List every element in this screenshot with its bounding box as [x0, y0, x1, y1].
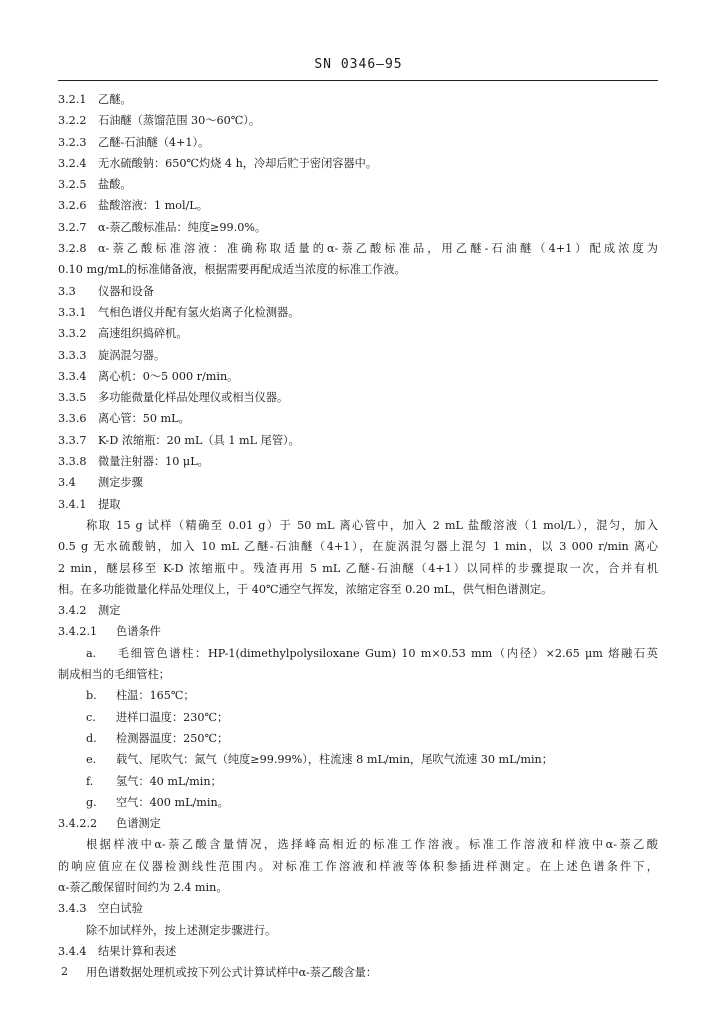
item-text: 乙醚-石油醚（4+1）。: [98, 135, 210, 149]
item-3-3-2: [58, 323, 658, 344]
para-3-4-2-2-line-3: α-萘乙酸保留时间约为 2.4 min。: [58, 880, 228, 894]
condition-text: 柱温：165℃；: [116, 689, 195, 703]
item-number: 3.3.1: [58, 305, 87, 319]
item-3-2-5: [58, 174, 658, 195]
section-title: 测定: [98, 604, 121, 618]
item-text: 高速组织捣碎机。: [98, 327, 188, 341]
condition-b: [58, 685, 658, 706]
condition-d: [58, 728, 658, 749]
item-text: 盐酸。: [98, 178, 132, 192]
para-3-4-2-2-line-1: 根据样液中α-萘乙酸含量情况，选择峰高相近的标准工作溶液。标准工作溶液和样液中α-萘乙酸: [86, 838, 658, 852]
item-text: 气相色谱仪并配有氢火焰离子化检测器。: [98, 305, 300, 319]
item-number: 3.3.4: [58, 369, 87, 383]
section-3-4-heading: [58, 472, 658, 493]
item-text: 旋涡混匀器。: [98, 348, 166, 362]
item-number: 3.3.7: [58, 433, 87, 447]
condition-text: 空气：400 mL/min。: [116, 795, 229, 809]
condition-label: d.: [86, 731, 97, 745]
item-text: 多功能微量化样品处理仪或相当仪器。: [98, 391, 289, 405]
condition-label: f.: [86, 774, 94, 788]
page-number: 2: [61, 965, 68, 978]
condition-c: [58, 707, 658, 728]
section-title: 结果计算和表述: [98, 944, 177, 958]
condition-a-line-1: [58, 643, 658, 664]
standard-code-header: SN 0346—95: [314, 57, 403, 72]
item-number: 3.2.3: [58, 135, 87, 149]
item-number: 3.3.2: [58, 327, 87, 341]
item-3-2-3: [58, 132, 658, 153]
item-3-3-7: [58, 430, 658, 451]
section-3-4-2-1-heading: [58, 621, 658, 642]
section-3-3-heading: [58, 281, 658, 302]
section-number: 3.4.2.2: [58, 817, 98, 831]
item-number: 3.2.5: [58, 178, 87, 192]
para-3-4-1-line-2: 0.5 g 无水硫酸钠，加入 10 mL 乙醚-石油醚（4+1），在旋涡混匀器上混匀 1 min，以 3 000 r/min 离心: [58, 540, 658, 554]
para-3-4-1-line-3: 2 min，醚层移至 K-D 浓缩瓶中。残渣再用 5 mL 乙醚-石油醚（4+1）以同样的步骤提取一次，合并有机: [58, 561, 658, 575]
condition-label: a.: [86, 646, 97, 660]
condition-text: 检测器温度：250℃；: [116, 731, 229, 745]
condition-a-line-2: 制成相当的毛细管柱；: [58, 668, 170, 682]
item-text: 离心机：0～5 000 r/min。: [98, 369, 239, 383]
item-3-2-2: [58, 110, 658, 131]
section-3-4-3-heading: [58, 898, 658, 919]
section-3-4-1-heading: [58, 494, 658, 515]
condition-label: b.: [86, 689, 97, 703]
item-text: 盐酸溶液：1 mol/L。: [98, 199, 208, 213]
item-3-3-3: [58, 345, 658, 366]
para-3-4-3: 除不加试样外，按上述测定步骤进行。: [86, 923, 277, 937]
condition-text: 载气、尾吹气：氮气（纯度≥99.99%），柱流速 8 mL/min，尾吹气流速 30 mL/min；: [116, 753, 553, 767]
section-title: 测定步骤: [98, 476, 143, 490]
item-text: 离心管：50 mL。: [98, 412, 190, 426]
item-number: 3.2.7: [58, 220, 87, 234]
item-text: 微量注射器：10 μL。: [98, 455, 209, 469]
condition-e: [58, 749, 658, 770]
item-number: 3.2.2: [58, 114, 87, 128]
section-title: 仪器和设备: [98, 284, 154, 298]
section-title: 提取: [98, 497, 121, 511]
item-number: 3.3.3: [58, 348, 87, 362]
item-text: 无水硫酸钠：650℃灼烧 4 h，冷却后贮于密闭容器中。: [98, 156, 378, 170]
section-number: 3.4.3: [58, 902, 87, 916]
condition-label: c.: [86, 710, 96, 724]
condition-g: [58, 792, 658, 813]
condition-f: [58, 771, 658, 792]
section-3-4-2-heading: [58, 600, 658, 621]
condition-label: e.: [86, 753, 97, 767]
section-number: 3.4.4: [58, 944, 87, 958]
document-body: [58, 89, 658, 983]
para-3-4-1-line-1: 称取 15 g 试样（精确至 0.01 g）于 50 mL 离心管中，加入 2 mL 盐酸溶液（1 mol/L），混匀，加入: [86, 518, 658, 532]
section-number: 3.3: [58, 284, 76, 298]
item-3-3-5: [58, 387, 658, 408]
para-3-4-1-line-4: 相。在多功能微量化样品处理仪上，于 40℃通空气挥发，浓缩定容至 0.20 mL，供气相色谱测定。: [58, 582, 553, 596]
item-text: 石油醚（蒸馏范围 30～60℃）。: [98, 114, 261, 128]
header-rule: [58, 80, 658, 81]
section-number: 3.4.2: [58, 604, 87, 618]
item-text: α-萘乙酸标准溶液：准确称取适量的α-萘乙酸标准品，用乙醚-石油醚（4+1）配成浓度为: [98, 242, 658, 256]
item-number: 3.2.6: [58, 199, 87, 213]
section-number: 3.4: [58, 476, 76, 490]
condition-text: 毛细管色谱柱：HP-1(dimethylpolysiloxane Gum) 10 m×0.53 mm（内径）×2.65 μm 熔融石英: [116, 646, 658, 660]
condition-text: 进样口温度：230℃；: [116, 710, 229, 724]
section-3-4-2-2-heading: [58, 813, 658, 834]
item-number: 3.2.4: [58, 156, 87, 170]
item-number: 3.2.8: [58, 242, 87, 256]
condition-label: g.: [86, 795, 97, 809]
item-text: K-D 浓缩瓶：20 mL（具 1 mL 尾管）。: [98, 433, 300, 447]
item-3-3-6: [58, 408, 658, 429]
para-3-4-4: 用色谱数据处理机或按下列公式计算试样中α-萘乙酸含量：: [86, 966, 378, 980]
section-title: 色谱测定: [116, 817, 161, 831]
condition-text: 氢气：40 mL/min；: [116, 774, 222, 788]
item-number: 3.2.1: [58, 93, 87, 106]
section-title: 空白试验: [98, 902, 143, 916]
section-number: 3.4.2.1: [58, 625, 98, 639]
item-3-2-6: [58, 195, 658, 216]
item-3-3-8: [58, 451, 658, 472]
item-number: 3.3.8: [58, 455, 87, 469]
section-number: 3.4.1: [58, 497, 87, 511]
item-3-3-4: [58, 366, 658, 387]
section-3-4-4-heading: [58, 941, 658, 962]
item-number: 3.3.6: [58, 412, 87, 426]
item-3-2-1: [58, 89, 658, 110]
item-3-3-1: [58, 302, 658, 323]
para-3-4-2-2-line-2: 的响应值应在仪器检测线性范围内。对标准工作溶液和样液等体积参插进样测定。在上述色谱条件下，: [58, 859, 658, 873]
item-3-2-8-line-1: [58, 238, 658, 259]
item-text: 乙醚。: [98, 93, 132, 106]
item-3-2-4: [58, 153, 658, 174]
section-title: 色谱条件: [116, 625, 161, 639]
item-number: 3.3.5: [58, 391, 87, 405]
item-3-2-7: [58, 217, 658, 238]
item-text: α-萘乙酸标准品：纯度≥99.0%。: [98, 220, 267, 234]
item-3-2-8-line-2: 0.10 mg/mL的标准储备液，根据需要再配成适当浓度的标准工作液。: [58, 263, 406, 277]
